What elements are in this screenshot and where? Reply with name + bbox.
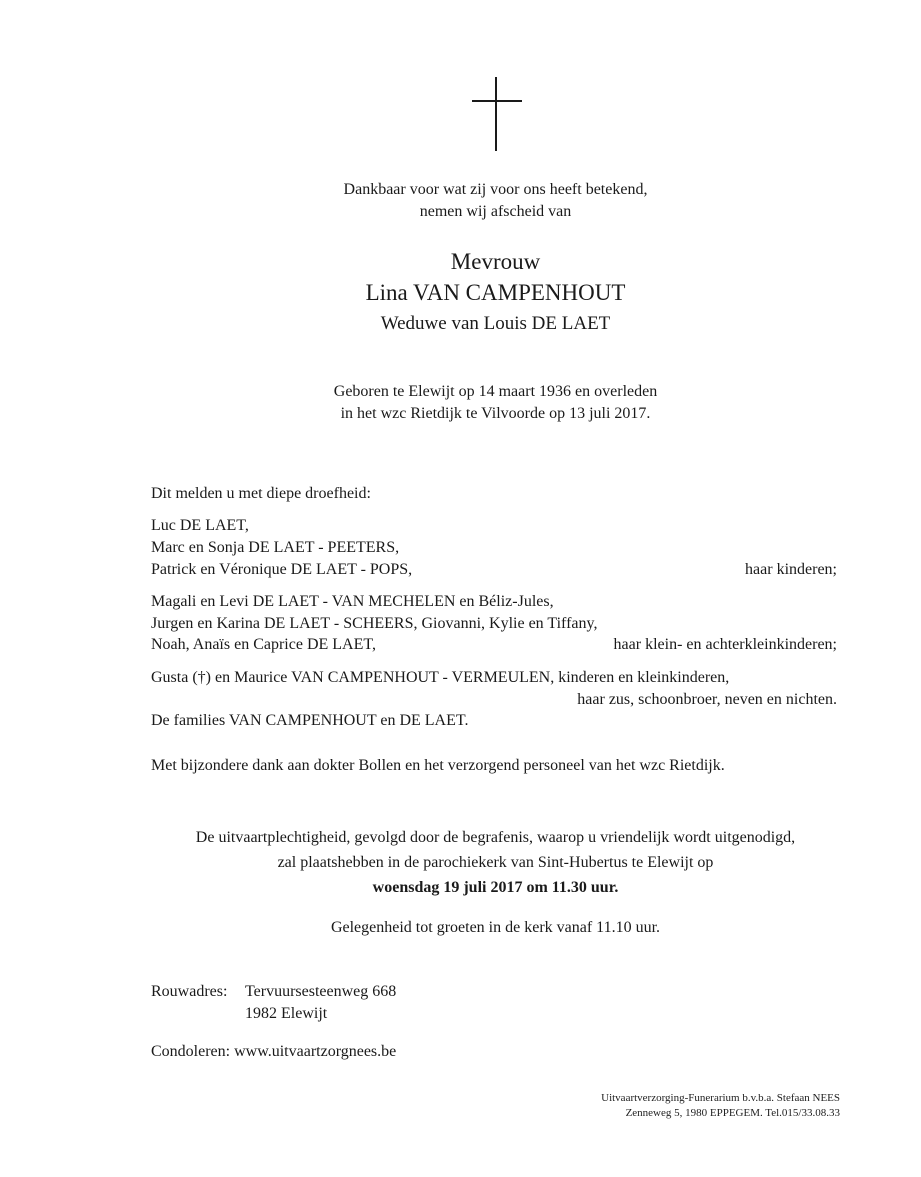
families: De families VAN CAMPENHOUT en DE LAET. bbox=[151, 712, 469, 729]
service-details: De uitvaartplechtigheid, gevolgd door de begrafenis, waarop u vriendelijk wordt uitgenodigd, zal plaatshebben in de parochiekerk van Sint-Hubertus te Elewijt op woensdag 19 juli 2017 om 11.30 uur. bbox=[0, 825, 921, 900]
children-relation: haar kinderen; bbox=[745, 561, 837, 578]
deceased-name-block bbox=[0, 246, 921, 308]
funeral-home-info: Uitvaartverzorging-Funerarium b.v.b.a. Stefaan NEES Zenneweg 5, 1980 EPPEGEM. Tel.015/33.08.33 bbox=[601, 1092, 840, 1119]
grandchild-name: Jurgen en Karina DE LAET - SCHEERS, Giovanni, Kylie en Tiffany, bbox=[151, 615, 598, 632]
condolences: Condoleren: www.uitvaartzorgnees.be bbox=[151, 1043, 397, 1060]
child-name: Luc DE LAET, bbox=[151, 517, 249, 534]
grandchildren-relation: haar klein- en achterkleinkinderen; bbox=[613, 636, 837, 653]
greeting-info: Gelegenheid tot groeten in de kerk vanaf 11.10 uur. bbox=[330, 919, 661, 936]
announcement: Dit melden u met diepe droefheid: bbox=[151, 485, 371, 502]
child-name: Marc en Sonja DE LAET - PEETERS, bbox=[151, 539, 400, 556]
siblings-relation: haar zus, schoonbroer, neven en nichten. bbox=[577, 691, 837, 708]
intro-text: Dankbaar voor wat zij voor ons heeft betekend, nemen wij afscheid van bbox=[343, 181, 648, 220]
grandchild-name: Magali en Levi DE LAET - VAN MECHELEN en Béliz-Jules, bbox=[151, 593, 554, 610]
address-label: Rouwadres: bbox=[151, 983, 228, 1000]
address-street: Tervuursesteenweg 668 bbox=[245, 983, 397, 1000]
siblings-names: Gusta (†) en Maurice VAN CAMPENHOUT - VERMEULEN, kinderen en kleinkinderen, bbox=[151, 669, 730, 686]
child-name: Patrick en Véronique DE LAET - POPS, bbox=[151, 561, 413, 578]
thanks: Met bijzondere dank aan dokter Bollen en het verzorgend personeel van het wzc Rietdijk. bbox=[151, 757, 725, 774]
widow-of: Weduwe van Louis DE LAET bbox=[380, 313, 611, 334]
service-datetime: woensdag 19 juli 2017 om 11.30 uur. bbox=[372, 879, 619, 896]
grandchild-name: Noah, Anaïs en Caprice DE LAET, bbox=[151, 636, 376, 653]
cross-icon bbox=[472, 77, 522, 151]
deceased-name: Lina VAN CAMPENHOUT bbox=[365, 280, 626, 305]
birth-death-dates: Geboren te Elewijt op 14 maart 1936 en overleden in het wzc Rietdijk te Vilvoorde op 13 juli 2017. bbox=[333, 383, 658, 422]
address-city: 1982 Elewijt bbox=[245, 1005, 328, 1022]
salutation: Mevrouw bbox=[450, 249, 541, 274]
